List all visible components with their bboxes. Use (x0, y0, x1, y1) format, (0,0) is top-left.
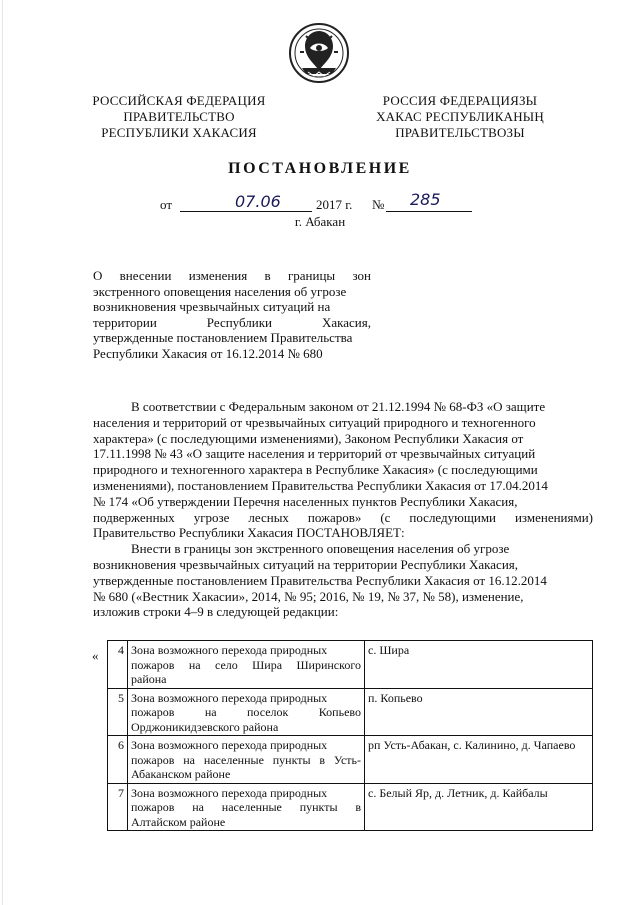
year-label: 2017 г. (316, 197, 353, 212)
subject-word: изменения (188, 268, 248, 283)
settlement-list: рп Усть-Абакан, с. Калинино, д. Чапаево (365, 736, 593, 784)
body-line: подверженных угрозе лесных пожаров» (с последующими изменениями) (93, 509, 593, 525)
date-number-line (160, 190, 490, 216)
header-right-line: ПРАВИТЕЛЬСТВОЗЫ (395, 125, 525, 140)
zone-line: района (131, 672, 167, 686)
table-row (108, 736, 593, 784)
header-right (360, 93, 560, 141)
settlement-list: п. Копьево (365, 688, 593, 736)
zone-line: Орджоникидзевского района (131, 719, 279, 734)
body-line: Правительство Республики Хакасия ПОСТАНОВЛЯЕТ: (93, 525, 405, 541)
body-line: возникновения чрезвычайных ситуаций на территории Республики Хакасия, (93, 556, 519, 572)
header-left-line: РЕСПУБЛИКИ ХАКАСИЯ (101, 125, 257, 140)
body-line: изложив строки 4–9 в следующей редакции: (93, 604, 339, 620)
body-line: Внести в границы зон экстренного оповещения населения об угрозе (131, 541, 510, 557)
subject-word: территории (93, 314, 157, 330)
page-edge (2, 0, 3, 905)
subject-line: возникновения чрезвычайных ситуаций на (93, 299, 331, 314)
subject-line: Республики Хакасия от 16.12.2014 № 680 (93, 345, 323, 361)
table-row (108, 688, 593, 736)
header-right-line: РОССИЯ ФЕДЕРАЦИЯЗЫ (382, 93, 538, 108)
zone-line: пожаров на населенные пункты в Усть- (131, 752, 361, 767)
subject-word: зон (352, 268, 371, 283)
body-line: утвержденные постановлением Правительства Республики Хакасия от 16.12.2014 (93, 572, 547, 588)
zone-line: Зона возможного перехода природных (131, 690, 328, 705)
city-label: г. Абакан (294, 214, 346, 229)
settlement-list: с. Шира (365, 641, 593, 689)
handwritten-number: 285 (410, 190, 441, 209)
zone-line: пожаров на село Шира Ширинского (131, 657, 361, 672)
header-left (84, 93, 274, 141)
subject-line: утвержденные постановлением Правительства (93, 330, 353, 345)
subject-block (93, 268, 371, 361)
row-number: 6 (108, 736, 128, 784)
header-left-line: РОССИЙСКАЯ ФЕДЕРАЦИЯ (92, 93, 266, 108)
zone-line: Зона возможного перехода природных (131, 738, 328, 752)
zone-line: пожаров на населенные пункты в (131, 800, 361, 814)
subject-word: О (93, 268, 103, 283)
body-line: изменениями), постановлением Правительства Республики Хакасия от 17.04.2014 (93, 477, 548, 493)
handwritten-date: 07.06 (235, 192, 281, 211)
zone-line: пожаров на поселок Копьево (131, 705, 361, 719)
resolution-body (93, 399, 593, 620)
subject-line (93, 315, 371, 331)
settlement-list: с. Белый Яр, д. Летник, д. Кайбалы (365, 783, 593, 831)
subject-word: внесении (119, 268, 172, 283)
row-number: 4 (108, 641, 128, 689)
header-right-line: ХАКАС РЕСПУБЛИКАНЫҢ (376, 109, 544, 124)
header-left-line: ПРАВИТЕЛЬСТВО (123, 109, 235, 124)
subject-word: Хакасия, (321, 314, 371, 330)
subject-word: в (264, 268, 271, 283)
body-line: В соответствии с Федеральным законом от 21.12.1994 № 68-ФЗ «О защите (131, 399, 546, 414)
row-number: 5 (108, 688, 128, 736)
number-underline (386, 211, 472, 212)
date-from-label: от (160, 197, 173, 212)
table-row (108, 641, 593, 689)
subject-word: границы (287, 268, 336, 283)
body-line: № 680 («Вестник Хакасии», 2014, № 95; 2016, № 19, № 37, № 58), изменение, (93, 588, 524, 604)
zone-description (128, 641, 365, 689)
document-title: ПОСТАНОВЛЕНИЕ (228, 160, 412, 177)
body-line: 17.11.1998 № 43 «О защите населения и территорий от чрезвычайных ситуаций (93, 446, 536, 462)
subject-word: Республики (206, 314, 273, 330)
zone-line: Зона возможного перехода природных (131, 643, 328, 657)
table-row (108, 783, 593, 831)
subject-line (93, 268, 371, 284)
body-line: населения и территорий от чрезвычайных ситуаций природного и техногенного (93, 414, 536, 430)
row-number: 7 (108, 783, 128, 831)
zone-line: Алтайском районе (131, 814, 226, 829)
body-line: характера» (с последующими изменениями), Законом Республики Хакасия от (93, 430, 524, 446)
zone-line: Зона возможного перехода природных (131, 785, 328, 800)
coat-of-arms-emblem (288, 22, 350, 84)
zone-line: Абаканском районе (131, 767, 231, 781)
zone-description (128, 688, 365, 736)
opening-quote: « (92, 648, 99, 663)
number-label: № (372, 197, 385, 212)
zone-description (128, 736, 365, 784)
zones-table (107, 640, 593, 831)
subject-line: экстренного оповещения населения об угрозе (93, 283, 347, 299)
date-underline (180, 211, 312, 212)
body-line: природного и техногенного характера в Республике Хакасия» (с последующими (93, 462, 538, 478)
zone-description (128, 783, 365, 831)
body-line: № 174 «Об утверждении Перечня населенных пунктов Республики Хакасия, (93, 493, 518, 509)
